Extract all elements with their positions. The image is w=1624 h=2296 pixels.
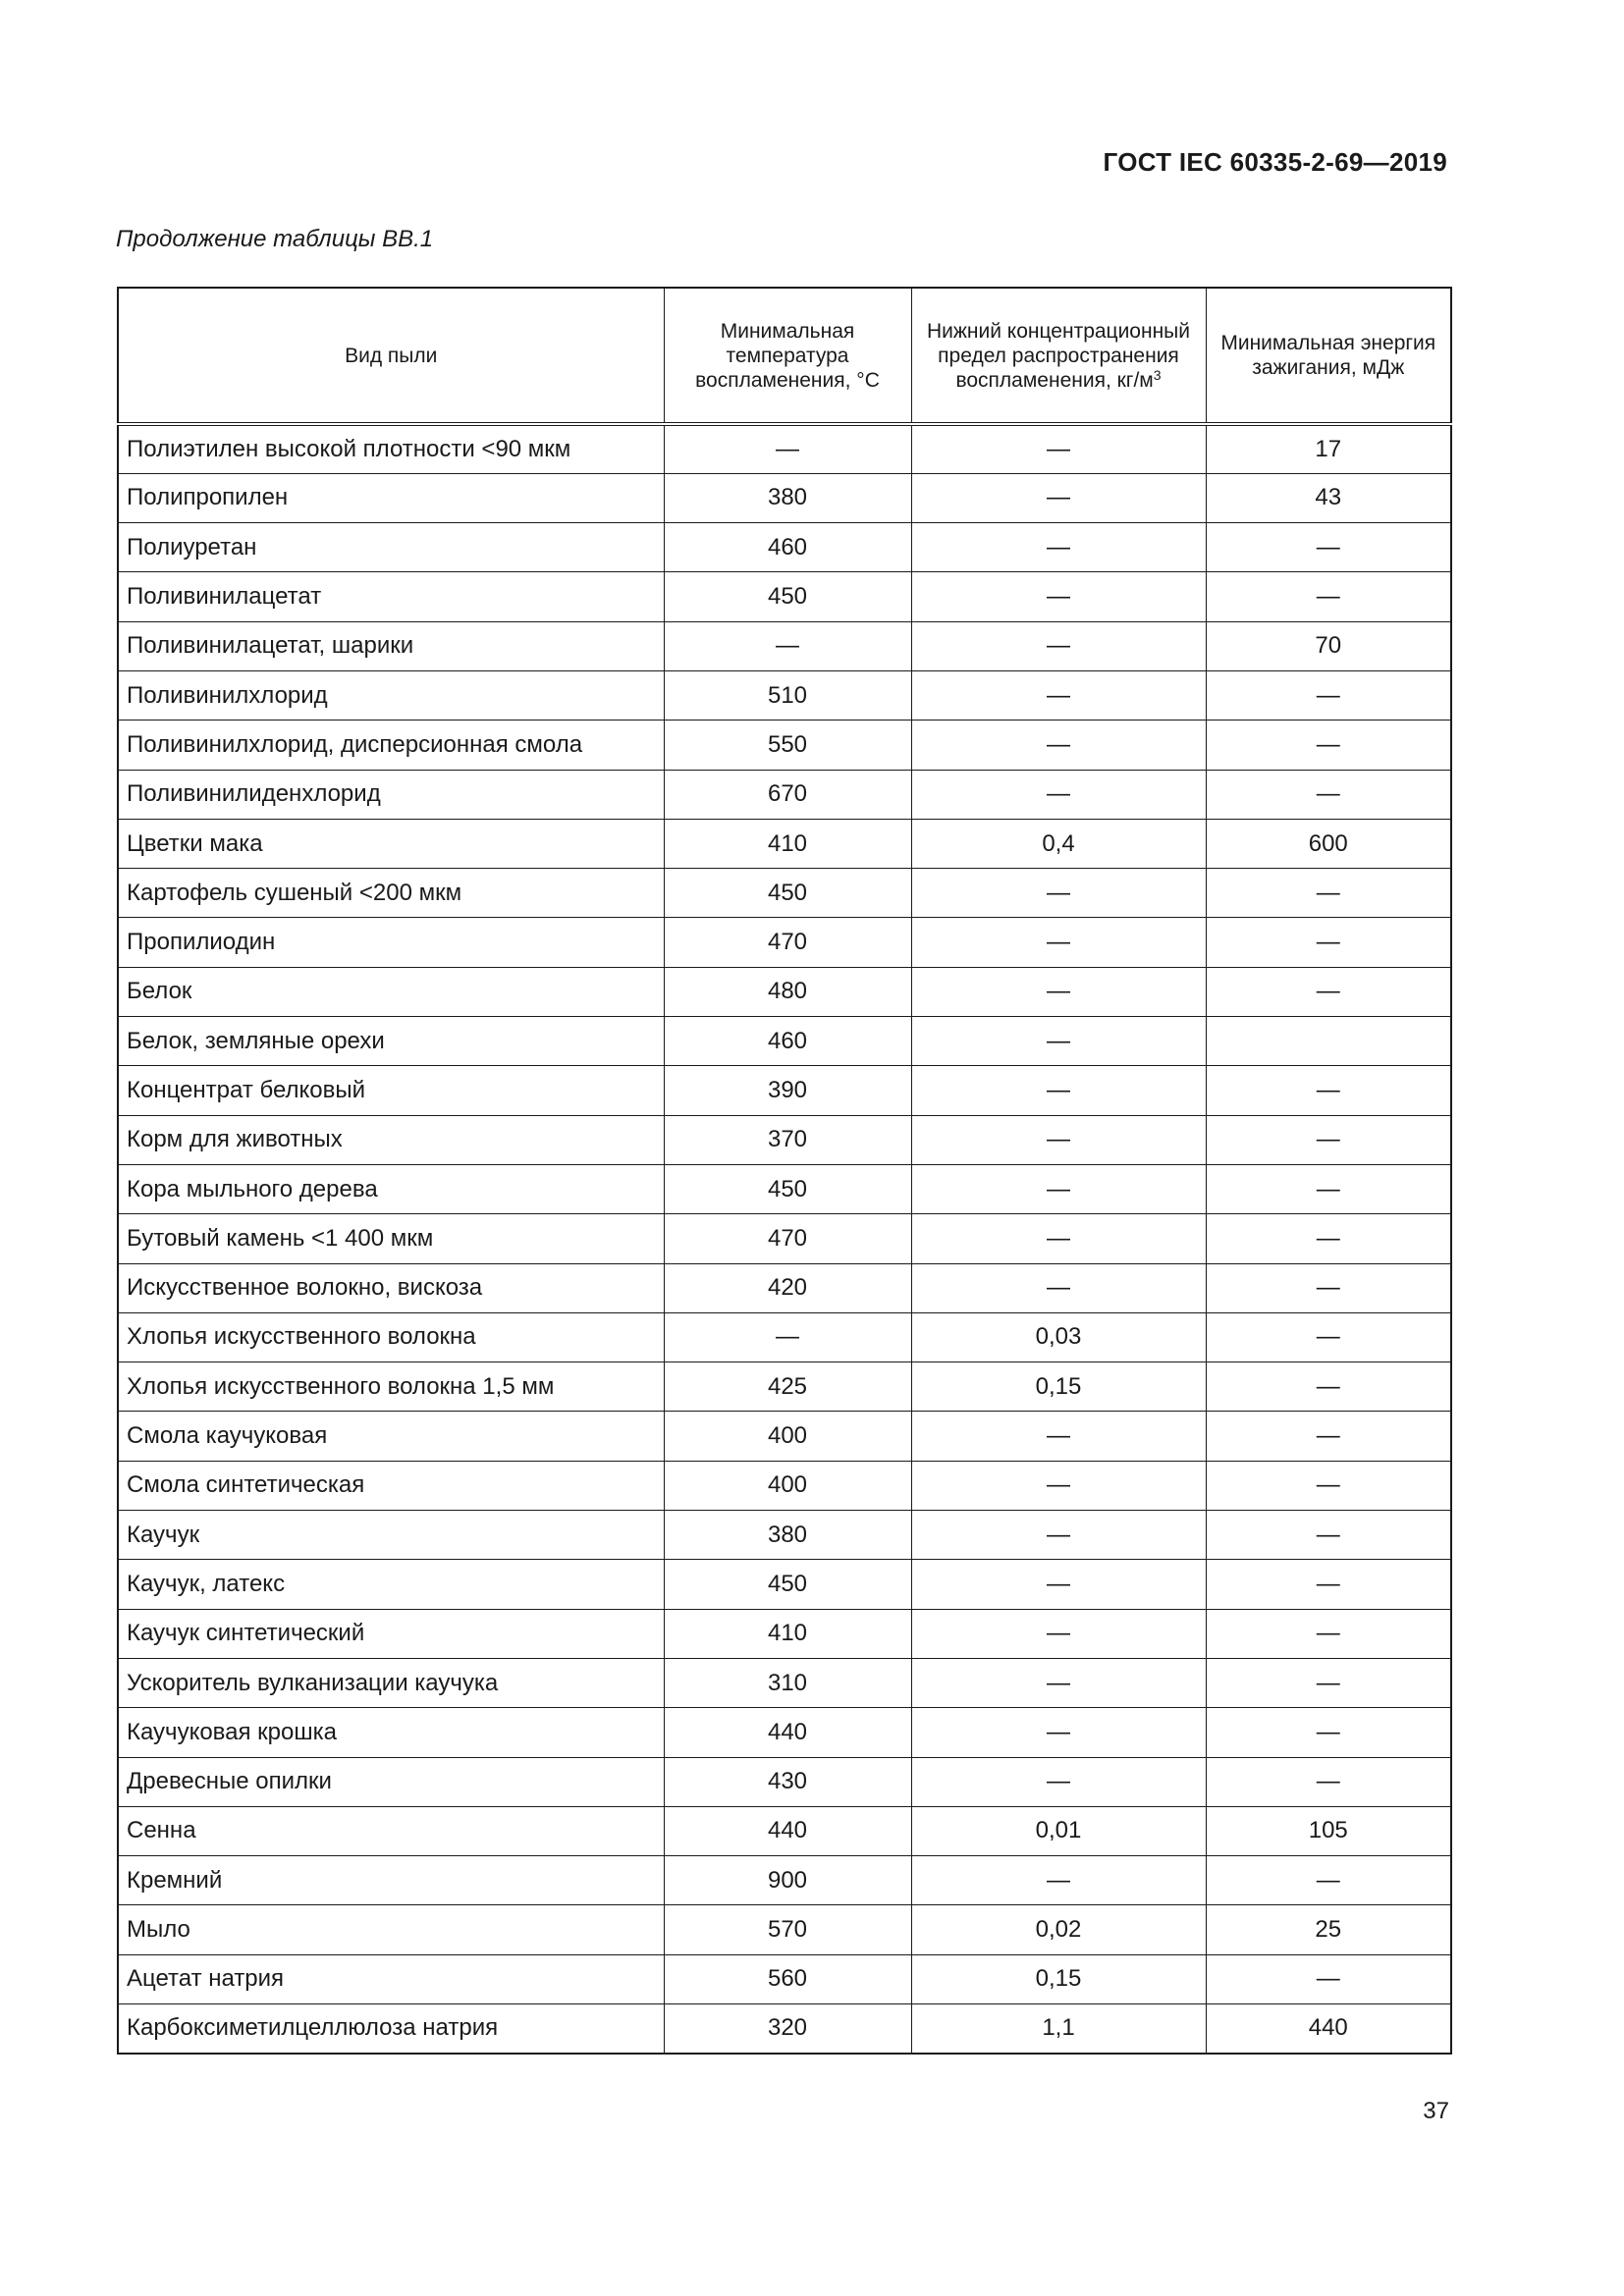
- lower-explosive-limit-cell: —: [911, 1560, 1206, 1609]
- dust-type-cell: Корм для животных: [118, 1115, 664, 1164]
- dust-type-cell: Ацетат натрия: [118, 1954, 664, 2003]
- table-caption: Продолжение таблицы ВВ.1: [116, 226, 434, 252]
- ignition-temperature-cell: 550: [664, 721, 911, 770]
- ignition-temperature-cell: 390: [664, 1066, 911, 1115]
- table-header-row: [118, 288, 1451, 424]
- table-row: [118, 1017, 1451, 1066]
- ignition-energy-cell: —: [1206, 1757, 1451, 1806]
- ignition-energy-cell: —: [1206, 918, 1451, 967]
- ignition-energy-cell: 105: [1206, 1806, 1451, 1855]
- lower-explosive-limit-cell: —: [911, 869, 1206, 918]
- ignition-temperature-cell: 900: [664, 1856, 911, 1905]
- ignition-temperature-cell: 430: [664, 1757, 911, 1806]
- lower-explosive-limit-cell: —: [911, 1757, 1206, 1806]
- ignition-energy-cell: —: [1206, 1164, 1451, 1213]
- ignition-energy-cell: —: [1206, 1560, 1451, 1609]
- dust-type-cell: Искусственное волокно, вискоза: [118, 1263, 664, 1312]
- ignition-temperature-cell: 450: [664, 572, 911, 621]
- table-body: [118, 424, 1451, 2054]
- ignition-temperature-cell: 380: [664, 473, 911, 522]
- table-row: [118, 1905, 1451, 1954]
- dust-type-cell: Белок: [118, 967, 664, 1016]
- ignition-temperature-cell: 320: [664, 2004, 911, 2054]
- lower-explosive-limit-cell: —: [911, 1412, 1206, 1461]
- lower-explosive-limit-cell: —: [911, 1066, 1206, 1115]
- table-row: [118, 1362, 1451, 1412]
- dust-type-cell: Кора мыльного дерева: [118, 1164, 664, 1213]
- ignition-temperature-cell: 450: [664, 1560, 911, 1609]
- dust-type-cell: Бутовый камень <1 400 мкм: [118, 1214, 664, 1263]
- ignition-temperature-cell: 570: [664, 1905, 911, 1954]
- dust-type-cell: Кремний: [118, 1856, 664, 1905]
- dust-type-cell: Хлопья искусственного волокна 1,5 мм: [118, 1362, 664, 1412]
- table-row: [118, 670, 1451, 720]
- ignition-energy-cell: —: [1206, 1954, 1451, 2003]
- document-standard-header: ГОСТ IEC 60335-2-69—2019: [1103, 147, 1447, 177]
- ignition-temperature-cell: 380: [664, 1511, 911, 1560]
- ignition-temperature-cell: 425: [664, 1362, 911, 1412]
- ignition-energy-cell: 43: [1206, 473, 1451, 522]
- ignition-energy-cell: —: [1206, 1263, 1451, 1312]
- ignition-energy-cell: —: [1206, 721, 1451, 770]
- dust-type-cell: Хлопья искусственного волокна: [118, 1312, 664, 1362]
- table-row: [118, 1066, 1451, 1115]
- lower-explosive-limit-cell: —: [911, 1511, 1206, 1560]
- dust-type-cell: Полиуретан: [118, 523, 664, 572]
- ignition-energy-cell: —: [1206, 1412, 1451, 1461]
- lower-explosive-limit-cell: —: [911, 670, 1206, 720]
- ignition-energy-cell: —: [1206, 770, 1451, 819]
- lower-explosive-limit-cell: —: [911, 918, 1206, 967]
- lower-explosive-limit-cell: —: [911, 1214, 1206, 1263]
- lower-explosive-limit-cell: 0,03: [911, 1312, 1206, 1362]
- lower-explosive-limit-cell: 1,1: [911, 2004, 1206, 2054]
- ignition-temperature-cell: 310: [664, 1658, 911, 1707]
- dust-type-cell: Поливинилацетат, шарики: [118, 621, 664, 670]
- table-row: [118, 2004, 1451, 2054]
- dust-type-cell: Поливинилиденхлорид: [118, 770, 664, 819]
- table-row: [118, 1609, 1451, 1658]
- dust-type-cell: Каучуковая крошка: [118, 1708, 664, 1757]
- ignition-energy-cell: —: [1206, 869, 1451, 918]
- table-row: [118, 1708, 1451, 1757]
- page-number: 37: [1423, 2098, 1449, 2124]
- ignition-energy-cell: —: [1206, 1461, 1451, 1510]
- lower-explosive-limit-cell: —: [911, 473, 1206, 522]
- ignition-temperature-cell: —: [664, 424, 911, 473]
- table-row: [118, 1757, 1451, 1806]
- table-row: [118, 1164, 1451, 1213]
- lower-explosive-limit-cell: —: [911, 1658, 1206, 1707]
- ignition-energy-cell: —: [1206, 1708, 1451, 1757]
- table-row: [118, 1560, 1451, 1609]
- ignition-temperature-cell: 410: [664, 819, 911, 868]
- ignition-energy-cell: —: [1206, 1362, 1451, 1412]
- ignition-energy-cell: 25: [1206, 1905, 1451, 1954]
- lower-explosive-limit-cell: —: [911, 967, 1206, 1016]
- ignition-energy-cell: —: [1206, 967, 1451, 1016]
- table-row: [118, 1806, 1451, 1855]
- ignition-temperature-cell: 450: [664, 869, 911, 918]
- dust-type-cell: Поливинилацетат: [118, 572, 664, 621]
- ignition-energy-cell: 70: [1206, 621, 1451, 670]
- ignition-temperature-cell: 560: [664, 1954, 911, 2003]
- lower-explosive-limit-cell: 0,02: [911, 1905, 1206, 1954]
- lower-explosive-limit-cell: —: [911, 523, 1206, 572]
- dust-type-cell: Ускоритель вулканизации каучука: [118, 1658, 664, 1707]
- dust-type-cell: Смола каучуковая: [118, 1412, 664, 1461]
- ignition-energy-cell: —: [1206, 1214, 1451, 1263]
- ignition-energy-cell: —: [1206, 670, 1451, 720]
- ignition-temperature-cell: 410: [664, 1609, 911, 1658]
- ignition-temperature-cell: 370: [664, 1115, 911, 1164]
- ignition-temperature-cell: 400: [664, 1412, 911, 1461]
- lower-explosive-limit-cell: 0,01: [911, 1806, 1206, 1855]
- lower-explosive-limit-cell: —: [911, 621, 1206, 670]
- dust-type-cell: Каучук, латекс: [118, 1560, 664, 1609]
- ignition-energy-cell: 17: [1206, 424, 1451, 473]
- lower-explosive-limit-cell: —: [911, 770, 1206, 819]
- lower-explosive-limit-cell: —: [911, 1609, 1206, 1658]
- table-row: [118, 424, 1451, 473]
- column-header-dust-type: Вид пыли: [118, 288, 664, 424]
- dust-type-cell: Древесные опилки: [118, 1757, 664, 1806]
- lower-explosive-limit-cell: —: [911, 1017, 1206, 1066]
- dust-type-cell: Картофель сушеный <200 мкм: [118, 869, 664, 918]
- table-row: [118, 473, 1451, 522]
- table-row: [118, 1461, 1451, 1510]
- table-row: [118, 1312, 1451, 1362]
- ignition-temperature-cell: 460: [664, 523, 911, 572]
- table-row: [118, 721, 1451, 770]
- ignition-temperature-cell: —: [664, 1312, 911, 1362]
- table-row: [118, 1954, 1451, 2003]
- lower-explosive-limit-cell: —: [911, 1115, 1206, 1164]
- dust-type-cell: Белок, земляные орехи: [118, 1017, 664, 1066]
- table-row: [118, 1412, 1451, 1461]
- ignition-temperature-cell: 470: [664, 918, 911, 967]
- table-row: [118, 1214, 1451, 1263]
- table-row: [118, 1658, 1451, 1707]
- table-row: [118, 967, 1451, 1016]
- ignition-temperature-cell: —: [664, 621, 911, 670]
- ignition-temperature-cell: 470: [664, 1214, 911, 1263]
- lower-explosive-limit-cell: —: [911, 572, 1206, 621]
- dust-type-cell: Мыло: [118, 1905, 664, 1954]
- table-row: [118, 1856, 1451, 1905]
- ignition-energy-cell: 440: [1206, 2004, 1451, 2054]
- ignition-temperature-cell: 440: [664, 1806, 911, 1855]
- lower-explosive-limit-cell: 0,15: [911, 1362, 1206, 1412]
- dust-type-cell: Поливинилхлорид, дисперсионная смола: [118, 721, 664, 770]
- lower-explosive-limit-cell: —: [911, 1708, 1206, 1757]
- table-header: [118, 288, 1451, 424]
- table-row: [118, 819, 1451, 868]
- table-row: [118, 523, 1451, 572]
- ignition-temperature-cell: 400: [664, 1461, 911, 1510]
- dust-type-cell: Каучук синтетический: [118, 1609, 664, 1658]
- ignition-temperature-cell: 510: [664, 670, 911, 720]
- column-header-ignition-temperature: Минимальная температура воспламенения, °С: [664, 288, 911, 424]
- ignition-energy-cell: —: [1206, 1856, 1451, 1905]
- ignition-energy-cell: —: [1206, 1312, 1451, 1362]
- lower-explosive-limit-label: Нижний концентрационный предел распространения воспламенения, кг/м: [926, 319, 1191, 392]
- ignition-temperature-cell: 670: [664, 770, 911, 819]
- dust-type-cell: Пропилиодин: [118, 918, 664, 967]
- lower-explosive-limit-cell: 0,4: [911, 819, 1206, 868]
- ignition-temperature-cell: 450: [664, 1164, 911, 1213]
- dust-type-cell: Полипропилен: [118, 473, 664, 522]
- ignition-energy-cell: —: [1206, 1658, 1451, 1707]
- ignition-energy-cell: —: [1206, 523, 1451, 572]
- lower-explosive-limit-cell: —: [911, 721, 1206, 770]
- dust-properties-table: [117, 287, 1452, 2055]
- ignition-energy-cell: [1206, 1017, 1451, 1066]
- table-row: [118, 572, 1451, 621]
- ignition-temperature-cell: 440: [664, 1708, 911, 1757]
- dust-type-cell: Смола синтетическая: [118, 1461, 664, 1510]
- column-header-lower-explosive-limit: [911, 288, 1206, 424]
- ignition-temperature-cell: 460: [664, 1017, 911, 1066]
- dust-type-cell: Сенна: [118, 1806, 664, 1855]
- lower-explosive-limit-cell: —: [911, 1263, 1206, 1312]
- table-row: [118, 1511, 1451, 1560]
- lower-explosive-limit-cell: 0,15: [911, 1954, 1206, 2003]
- lower-explosive-limit-cell: —: [911, 1856, 1206, 1905]
- lower-explosive-limit-cell: —: [911, 1461, 1206, 1510]
- dust-type-cell: Концентрат белковый: [118, 1066, 664, 1115]
- ignition-energy-cell: —: [1206, 1511, 1451, 1560]
- column-header-ignition-energy: Минимальная энергия зажигания, мДж: [1206, 288, 1451, 424]
- ignition-energy-cell: —: [1206, 1066, 1451, 1115]
- dust-type-cell: Цветки мака: [118, 819, 664, 868]
- table-row: [118, 770, 1451, 819]
- dust-type-cell: Каучук: [118, 1511, 664, 1560]
- ignition-energy-cell: —: [1206, 1115, 1451, 1164]
- cubic-superscript: 3: [1153, 366, 1162, 383]
- dust-type-cell: Поливинилхлорид: [118, 670, 664, 720]
- lower-explosive-limit-cell: —: [911, 424, 1206, 473]
- lower-explosive-limit-cell: —: [911, 1164, 1206, 1213]
- ignition-temperature-cell: 480: [664, 967, 911, 1016]
- table-row: [118, 621, 1451, 670]
- table-row: [118, 1115, 1451, 1164]
- ignition-energy-cell: 600: [1206, 819, 1451, 868]
- ignition-temperature-cell: 420: [664, 1263, 911, 1312]
- ignition-energy-cell: —: [1206, 1609, 1451, 1658]
- ignition-energy-cell: —: [1206, 572, 1451, 621]
- table-row: [118, 869, 1451, 918]
- dust-type-cell: Полиэтилен высокой плотности <90 мкм: [118, 424, 664, 473]
- table-row: [118, 918, 1451, 967]
- table-row: [118, 1263, 1451, 1312]
- dust-type-cell: Карбоксиметилцеллюлоза натрия: [118, 2004, 664, 2054]
